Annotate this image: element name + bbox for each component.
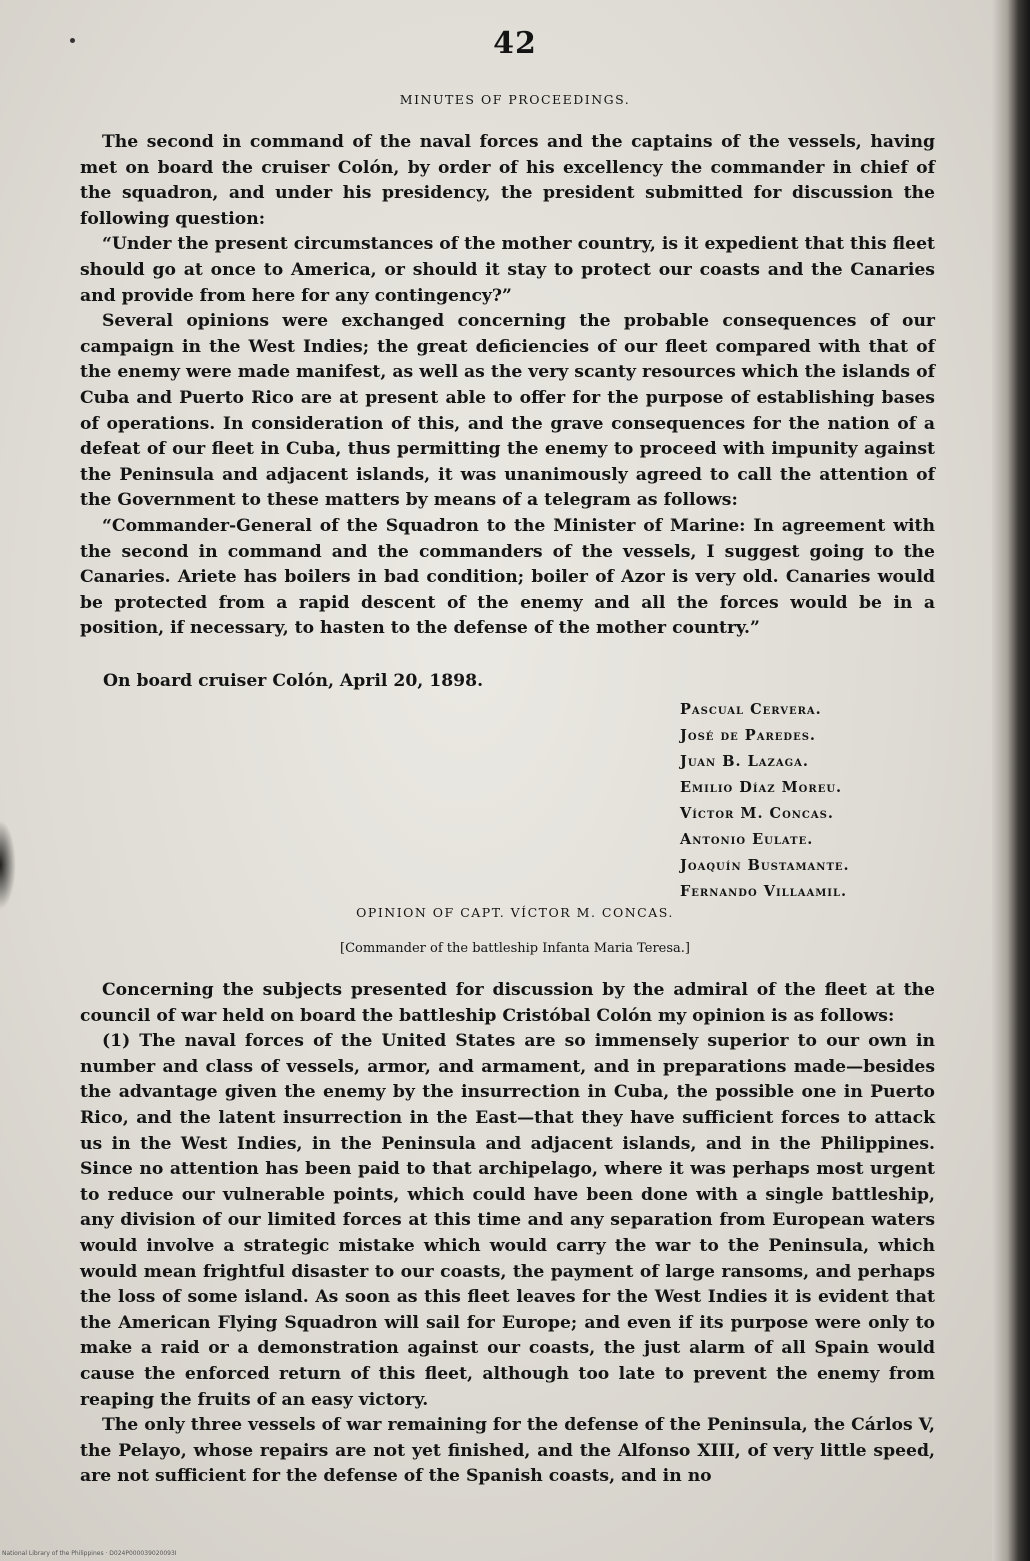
signature: José de Paredes. <box>680 727 816 744</box>
opinion-paragraph: Concerning the subjects presented for discussion by the admiral of the fleet at the council of war held on board the battleship Cristóbal Colón my opinion is as follows: <box>80 980 935 1026</box>
telegram-text: “Commander-General of the Squadron to the Minister of Marine: In agreement with the second in command and the commanders of the vessels, I suggest going to the Canaries. Ariete has boilers in bad condition; boiler of Azor is very old. Canaries would be protected from a rapid descent of the enemy and all the forces would be in a position, if necessary, to hasten to the defense of the mother country.” <box>80 515 935 639</box>
opinion-paragraph: The only three vessels of war remaining for the defense of the Peninsula, the Cárlos V, the Pelayo, whose repairs are not yet finished, and the Alfonso XIII, of very little speed, are not sufficient for the defense of the Spanish coasts, and in no <box>80 1415 935 1487</box>
signature-list <box>680 697 940 905</box>
signature: Víctor M. Concas. <box>680 805 834 822</box>
signature: Emilio Díaz Moreu. <box>680 779 843 796</box>
opinion-body <box>80 978 935 1490</box>
signature: Fernando Villaamil. <box>680 883 848 900</box>
signature: Antonio Eulate. <box>680 831 814 848</box>
signature: Pascual Cervera. <box>680 701 822 718</box>
minutes-body <box>80 130 935 642</box>
opinion-subheading: [Commander of the battleship Infanta Maria Teresa.] <box>340 941 690 956</box>
page-binding-edge <box>992 0 1030 1561</box>
signature: Joaquín Bustamante. <box>680 857 850 874</box>
scan-edge-mark <box>0 820 16 910</box>
opinion-heading: OPINION OF CAPT. VÍCTOR M. CONCAS. <box>356 905 674 920</box>
minutes-question: “Under the present circumstances of the mother country, is it expedient that this fleet should go at once to America, or should it stay to protect our coasts and the Canaries and provide from here for any contingency?” <box>80 234 935 306</box>
scan-credit: National Library of the Philippines · D024P000039020093I <box>2 1550 177 1557</box>
signature: Juan B. Lazaga. <box>680 753 809 770</box>
running-head: MINUTES OF PROCEEDINGS. <box>399 92 631 107</box>
minutes-paragraph: The second in command of the naval forces and the captains of the vessels, having met on board the cruiser Colón, by order of his excellency the commander in chief of the squadron, and under his presidency, the president submitted for discussion the following question: <box>80 132 935 229</box>
minutes-paragraph: Several opinions were exchanged concerning the probable consequences of our campaign in the West Indies; the great deficiencies of our fleet compared with that of the enemy were made manifest, as well as the very scanty resources which the islands of Cuba and Puerto Rico are at present able to offer for the purpose of establishing bases of operations. In consideration of this, and the grave consequences for the nation of a defeat of our fleet in Cuba, thus permitting the enemy to proceed with impunity against the Peninsula and adjacent islands, it was unanimously agreed to call the attention of the Government to these matters by means of a telegram as follows: <box>80 311 935 511</box>
opinion-paragraph: (1) The naval forces of the United States are so immensely superior to our own in number and class of vessels, armor, and armament, and in preparations made—besides the advantage given the enemy by the insurrection in Cuba, the possible one in Puerto Rico, and the latent insurrection in the East—that they have sufficient forces to attack us in the West Indies, in the Peninsula and adjacent islands, and in the Philippines. Since no attention has been paid to that archipelago, where it was perhaps most urgent to reduce our vulnerable points, which could have been done with a single battleship, any division of our limited forces at this time and any separation from European waters would involve a strategic mistake which would carry the war to the Peninsula, which would mean frightful disaster to our coasts, the payment of large ransoms, and perhaps the loss of some island. As soon as this fleet leaves for the West Indies it is evident that the American Flying Squadron will sail for Europe; and even if its purpose were only to make a raid or a demonstration against our coasts, the just alarm of all Spain would cause the enforced return of this fleet, although too late to prevent the enemy from reaping the fruits of an easy victory. <box>80 1031 935 1410</box>
page-number: 42 <box>493 26 537 61</box>
dateline: On board cruiser Colón, April 20, 1898. <box>103 671 484 691</box>
